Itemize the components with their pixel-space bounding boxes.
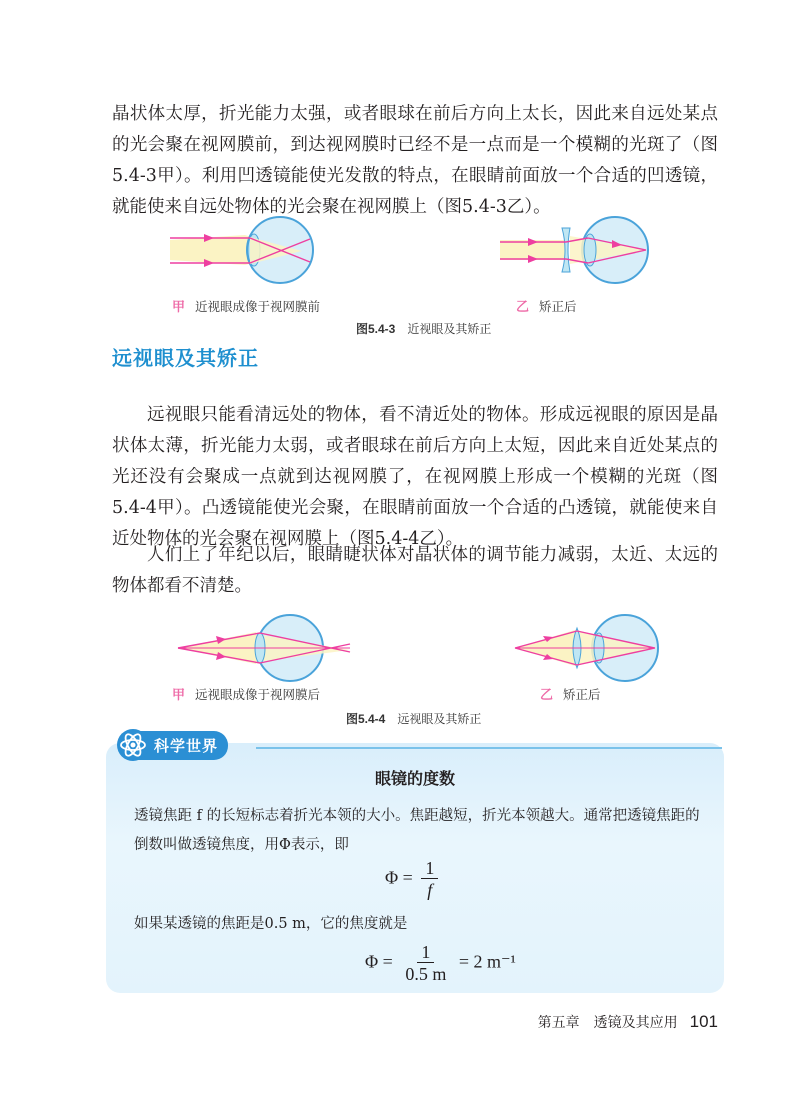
science-box-paragraph-2: 如果某透镜的焦距是0.5 m，它的焦度就是: [134, 916, 408, 932]
formula1-lhs: Φ =: [385, 867, 413, 888]
figure1-left-text: 近视眼成像于视网膜前: [195, 299, 321, 314]
science-world-badge: [116, 730, 228, 760]
figure2-left-text: 远视眼成像于视网膜后: [195, 687, 321, 702]
figure-hyperopia-diagram: [170, 612, 690, 692]
page-footer: [538, 1012, 718, 1032]
figure1-right-text: 矫正后: [539, 299, 577, 314]
science-box-title: 眼镜的度数: [374, 769, 455, 788]
figure2-right-text: 矫正后: [563, 687, 601, 702]
body-paragraph-myopia: 晶状体太厚，折光能力太强，或者眼球在前后方向上太长，因此来自远处某点的光会聚在视网膜前，到达视网膜时已经不是一点而是一个模糊的光斑了（图5.4-3甲）。利用凹透镜能使光发散的特点，在眼睛前面放一个合适的凹透镜，就能使来自远处物体的光会聚在视网膜上（图5.4-3乙）。: [112, 104, 718, 217]
formula2-lhs: Φ =: [365, 951, 393, 972]
body-paragraph-hyperopia: 远视眼只能看清远处的物体，看不清近处的物体。形成远视眼的原因是晶状体太薄，折光能力太弱，或者眼球在前后方向上太短，因此来自近处某点的光还没有会聚成一点就到达视网膜了，在视网膜上形成一个模糊的光斑（图5.4-4甲）。凸透镜能使光会聚，在眼睛前面放一个合适的凸透镜，就能使来自近处物体的光会聚在视网膜上（图5.4-4乙）。: [112, 405, 718, 549]
figure2-right-mark: 乙: [540, 688, 554, 703]
body-paragraph-presbyopia: 人们上了年纪以后，眼睛睫状体对晶状体的调节能力减弱，太近、太远的物体都看不清楚。: [112, 545, 718, 596]
figure1-caption: [356, 320, 491, 337]
page-number: 101: [689, 1012, 718, 1031]
section-heading-hyperopia: 远视眼及其矫正: [112, 346, 259, 370]
science-box-top-rule: [256, 747, 722, 749]
formula1-denominator: f: [427, 880, 433, 900]
formula2-rhs: = 2 m⁻¹: [458, 951, 516, 972]
figure1-caption-text: 近视眼及其矫正: [407, 322, 492, 336]
formula-power-definition: [385, 858, 442, 901]
figure1-left-label: [172, 296, 320, 315]
myopia-eye-corrected: [500, 217, 648, 283]
hyperopia-eye-corrected: [515, 615, 658, 681]
hyperopia-eye-left: [178, 615, 350, 681]
figure1-right-label: [516, 296, 577, 315]
formula1-numerator: 1: [421, 858, 438, 879]
figure2-left-label: [172, 684, 320, 703]
figure2-left-mark: 甲: [172, 688, 186, 703]
figure1-caption-number: 图5.4-3: [356, 322, 396, 336]
formula2-fraction: [401, 942, 450, 985]
footer-chapter: 第五章 透镜及其应用: [537, 1015, 678, 1031]
figure-myopia-diagram: [170, 210, 690, 300]
figure2-caption-number: 图5.4-4: [346, 712, 386, 726]
figure2-caption-text: 远视眼及其矫正: [397, 712, 482, 726]
science-box-paragraph-1: 透镜焦距 f 的长短标志着折光本领的大小。焦距越短，折光本领越大。通常把透镜焦距的倒数叫做透镜焦度，用Φ表示，即: [134, 808, 700, 853]
myopia-eye-left: [170, 217, 313, 283]
figure2-right-label: [540, 684, 601, 703]
formula-power-example: [365, 942, 516, 985]
figure1-right-mark: 乙: [516, 300, 530, 315]
figure1-left-mark: 甲: [172, 300, 186, 315]
figure2-caption: [346, 710, 481, 727]
formula1-fraction: [421, 858, 438, 901]
atom-icon: [116, 728, 150, 762]
science-world-label: 科学世界: [124, 731, 228, 760]
formula2-numerator: 1: [417, 942, 434, 963]
formula2-denominator: 0.5 m: [405, 964, 447, 984]
